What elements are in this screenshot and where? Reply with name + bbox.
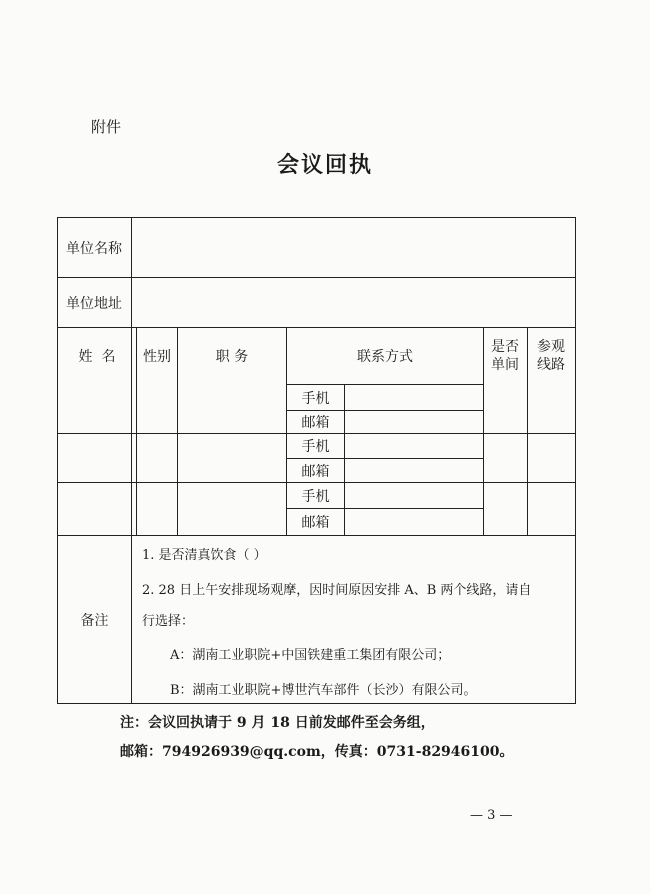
person-position-field[interactable] xyxy=(178,385,286,433)
email-field[interactable] xyxy=(345,411,483,433)
receipt-form-table xyxy=(57,217,576,704)
column-header-gender: 性别 xyxy=(143,349,171,365)
column-header-position: 职 务 xyxy=(215,349,249,365)
person-gender-field[interactable] xyxy=(137,434,177,482)
column-header-single-room: 是否单间 xyxy=(491,339,519,373)
table-rule xyxy=(58,535,575,536)
email-label: 邮箱 xyxy=(301,415,330,431)
email-field[interactable] xyxy=(345,459,483,482)
single-room-field[interactable] xyxy=(484,483,527,535)
person-name-field[interactable] xyxy=(58,483,131,535)
remark-halal: 1. 是否清真饮食（ ） xyxy=(142,548,267,563)
email-field[interactable] xyxy=(345,509,483,535)
footer-contact: 邮箱：794926939@qq.com，传真：0731-82946100。 xyxy=(120,744,514,760)
route-b-option: B：湖南工业职院+博世汽车部件（长沙）有限公司。 xyxy=(170,683,477,698)
phone-field[interactable] xyxy=(345,483,483,508)
single-room-field[interactable] xyxy=(484,434,527,482)
phone-label: 手机 xyxy=(301,439,330,455)
remarks-label: 备注 xyxy=(80,612,109,629)
person-gender-field[interactable] xyxy=(137,385,177,433)
phone-field[interactable] xyxy=(345,385,483,410)
column-header-name: 姓 名 xyxy=(78,349,116,365)
remark-visit-intro: 2. 28 日上午安排现场观摩，因时间原因安排 A、B 两个线路，请自 xyxy=(142,583,532,598)
page-number: — 3 — xyxy=(470,808,513,823)
unit-address-label: 单位地址 xyxy=(66,295,122,312)
unit-name-field[interactable] xyxy=(132,218,575,277)
unit-address-field[interactable] xyxy=(132,278,575,327)
unit-name-label: 单位名称 xyxy=(66,240,122,257)
person-gender-field[interactable] xyxy=(137,483,177,535)
phone-label: 手机 xyxy=(301,488,330,505)
footer-note: 注：会议回执请于 9 月 18 日前发邮件至会务组， xyxy=(120,715,435,731)
route-a-option: A：湖南工业职院+中国铁建重工集团有限公司； xyxy=(170,648,451,663)
table-rule xyxy=(131,535,132,703)
visit-route-field[interactable] xyxy=(528,385,575,433)
person-position-field[interactable] xyxy=(178,434,286,482)
visit-route-field[interactable] xyxy=(528,434,575,482)
person-position-field[interactable] xyxy=(178,483,286,535)
person-name-field[interactable] xyxy=(58,385,131,433)
annex-label: 附件 xyxy=(91,118,122,136)
page-title: 会议回执 xyxy=(276,153,373,178)
phone-field[interactable] xyxy=(345,434,483,458)
column-header-contact: 联系方式 xyxy=(357,349,413,365)
email-label: 邮箱 xyxy=(301,463,330,480)
visit-route-field[interactable] xyxy=(528,483,575,535)
email-label: 邮箱 xyxy=(301,515,330,531)
remark-visit-intro-cont: 行选择： xyxy=(142,614,195,629)
column-header-visit-route: 参观线路 xyxy=(537,339,565,373)
person-name-field[interactable] xyxy=(58,434,131,482)
phone-label: 手机 xyxy=(301,390,330,407)
single-room-field[interactable] xyxy=(484,385,527,433)
